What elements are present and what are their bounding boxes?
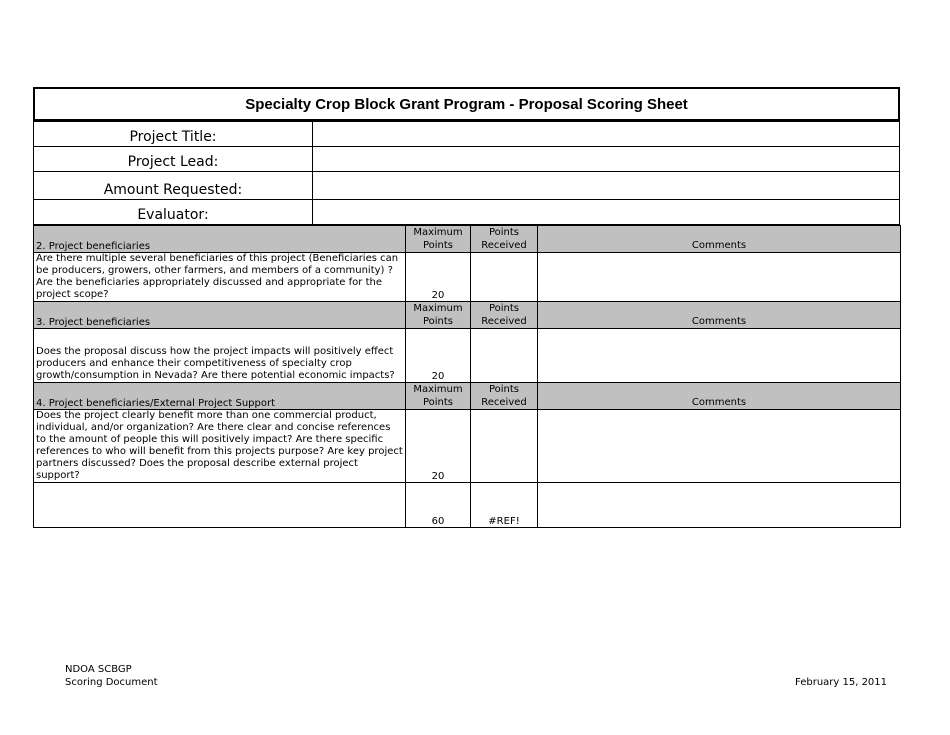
section-heading: 3. Project beneficiaries	[34, 302, 406, 329]
points-received-header: Points Received	[471, 302, 538, 329]
section-question-row	[34, 410, 901, 483]
max-points-header: Maximum Points	[406, 383, 471, 410]
section-header-row	[34, 383, 901, 410]
scoring-sheet	[33, 87, 900, 528]
comments-field[interactable]	[538, 410, 901, 483]
comments-header: Comments	[538, 383, 901, 410]
max-points-header: Maximum Points	[406, 226, 471, 253]
footer-date: February 15, 2011	[795, 677, 888, 688]
total-max-points: 60	[406, 483, 471, 528]
info-row-project-title	[34, 122, 900, 147]
points-received-field[interactable]	[471, 410, 538, 483]
section-question-row	[34, 253, 901, 302]
project-lead-field[interactable]	[313, 147, 900, 172]
comments-header: Comments	[538, 302, 901, 329]
footer-org: NDOA SCBGP	[65, 664, 132, 675]
info-row-amount-requested	[34, 172, 900, 200]
section-question: Are there multiple several beneficiaries of this project (Beneficiaries can be producers, growers, other farmers, and members of a community) ? Are the beneficiaries appropriately discussed and appropriate for the project scope?	[34, 253, 406, 302]
section-heading: 4. Project beneficiaries/External Project Support	[34, 383, 406, 410]
section-question: Does the proposal discuss how the project impacts will positively effect producers and enhance their competitiveness of specialty crop growth/consumption in Nevada? Are there potential economic impacts?	[34, 329, 406, 383]
section-question: Does the project clearly benefit more than one commercial product, individual, and/or organization? Are there clear and concise references to the amount of people this will positively impact? Are there specific references to who will benefit from this projects purpose? Are key project partners discussed? Does the proposal describe external project support?	[34, 410, 406, 483]
project-title-label: Project Title:	[34, 122, 313, 147]
info-row-evaluator	[34, 200, 900, 225]
section-header-row	[34, 302, 901, 329]
totals-row	[34, 483, 901, 528]
max-points-value: 20	[406, 410, 471, 483]
scoring-table	[33, 225, 901, 528]
project-title-field[interactable]	[313, 122, 900, 147]
total-points-received: #REF!	[471, 483, 538, 528]
footer-doc-name: Scoring Document	[65, 677, 158, 688]
points-received-field[interactable]	[471, 253, 538, 302]
amount-requested-label: Amount Requested:	[34, 172, 313, 200]
total-comments	[538, 483, 901, 528]
sheet-title: Specialty Crop Block Grant Program - Proposal Scoring Sheet	[33, 87, 900, 121]
footer-left	[65, 663, 158, 689]
max-points-value: 20	[406, 253, 471, 302]
section-heading: 2. Project beneficiaries	[34, 226, 406, 253]
points-received-header: Points Received	[471, 383, 538, 410]
comments-field[interactable]	[538, 253, 901, 302]
info-row-project-lead	[34, 147, 900, 172]
evaluator-label: Evaluator:	[34, 200, 313, 225]
max-points-header: Maximum Points	[406, 302, 471, 329]
project-lead-label: Project Lead:	[34, 147, 313, 172]
evaluator-field[interactable]	[313, 200, 900, 225]
max-points-value: 20	[406, 329, 471, 383]
comments-field[interactable]	[538, 329, 901, 383]
comments-header: Comments	[538, 226, 901, 253]
totals-label	[34, 483, 406, 528]
project-info-table	[33, 121, 900, 225]
amount-requested-field[interactable]	[313, 172, 900, 200]
section-question-row	[34, 329, 901, 383]
points-received-header: Points Received	[471, 226, 538, 253]
points-received-field[interactable]	[471, 329, 538, 383]
section-header-row	[34, 226, 901, 253]
